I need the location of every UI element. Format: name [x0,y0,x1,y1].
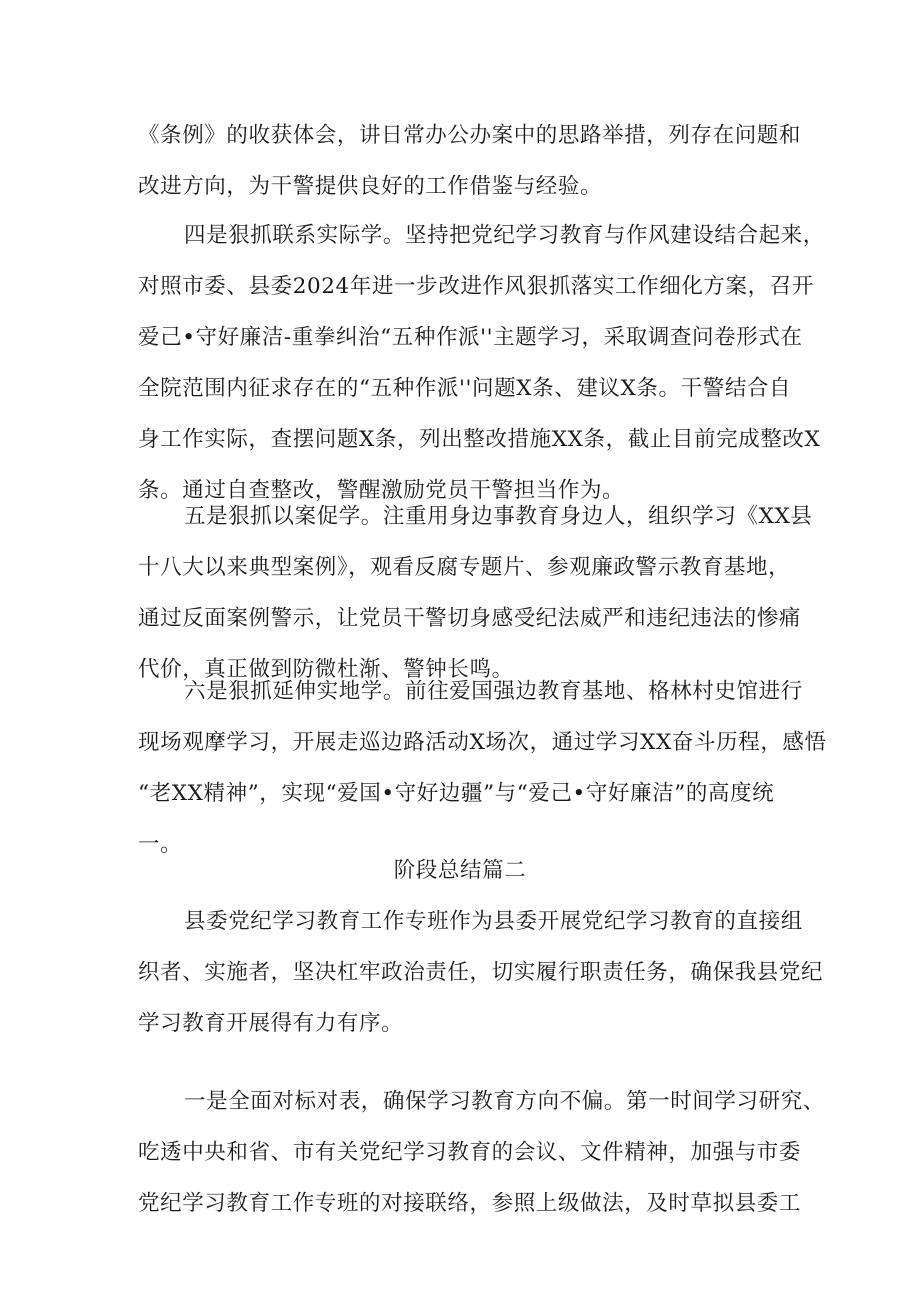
text-line: 对照市委、县委2024年进一步改进作风狠抓落实工作细化方案，召开 [138,274,814,299]
paragraph-item-one [138,1076,825,1229]
text-line: 五是狠抓以案促学。注重用身边事教育身边人，组织学习《XX县 [184,504,813,529]
text-line: 党纪学习教育工作专班的对接联络，参照上级做法，及时草拟县委工 [138,1191,802,1216]
section-heading: 阶段总结篇二 [393,858,527,883]
paragraph-intro [138,896,824,1049]
paragraph-item-six [138,666,827,870]
text-line: 县委党纪学习教育工作专班作为县委开展党纪学习教育的直接组 [184,909,803,934]
paragraph-item-five [138,491,813,695]
text-line: 一。 [138,832,183,857]
text-line: 身工作实际，查摆问题X条，列出整改措施XX条，截止目前完成整改X [138,427,821,452]
text-line: 《条例》的收获体会，讲日常办公办案中的思路举措，列存在问题和 [138,123,802,148]
text-line: 改进方向，为干警提供良好的工作借鉴与经验。 [138,174,603,199]
text-line: 学习教育开展得有力有序。 [138,1011,404,1036]
text-line: 四是狠抓联系实际学。坚持把党纪学习教育与作风建设结合起来， [184,223,825,248]
text-line: 代价，真正做到防微杜渐、警钟长鸣。 [138,657,514,682]
text-line: 爱己•守好廉洁-重拳纠治“五种作派''主题学习，采取调查问卷形式在 [138,325,803,350]
text-line: 十八大以来典型案例》，观看反腐专题片、参观廉政警示教育基地， [138,555,791,580]
text-line: 吃透中央和省、市有关党纪学习教育的会议、文件精神，加强与市委 [138,1140,802,1165]
paragraph-item-four [138,210,825,516]
text-line: 织者、实施者，坚决杠牢政治责任，切实履行职责任务，确保我县党纪 [138,960,824,985]
text-line: 现场观摩学习，开展走巡边路活动X场次，通过学习XX奋斗历程，感悟 [138,730,827,755]
text-line: 六是狠抓延伸实地学。前往爱国强边教育基地、格林村史馆进行 [184,679,803,704]
text-line: 一是全面对标对表，确保学习教育方向不偏。第一时间学习研究、 [184,1089,825,1114]
text-line: 通过反面案例警示，让党员干警切身感受纪法威严和违纪违法的惨痛 [138,606,802,631]
paragraph-continuation [138,110,802,212]
text-line: 条。通过自查整改，警醒激励党员干警担当作为。 [138,478,625,503]
text-line: “老XX精神”，实现“爱国•守好边疆”与“爱己•守好廉洁”的高度统 [138,781,775,806]
text-line: 全院范围内征求存在的“五种作派''问题X条、建议X条。干警结合自 [138,376,792,401]
